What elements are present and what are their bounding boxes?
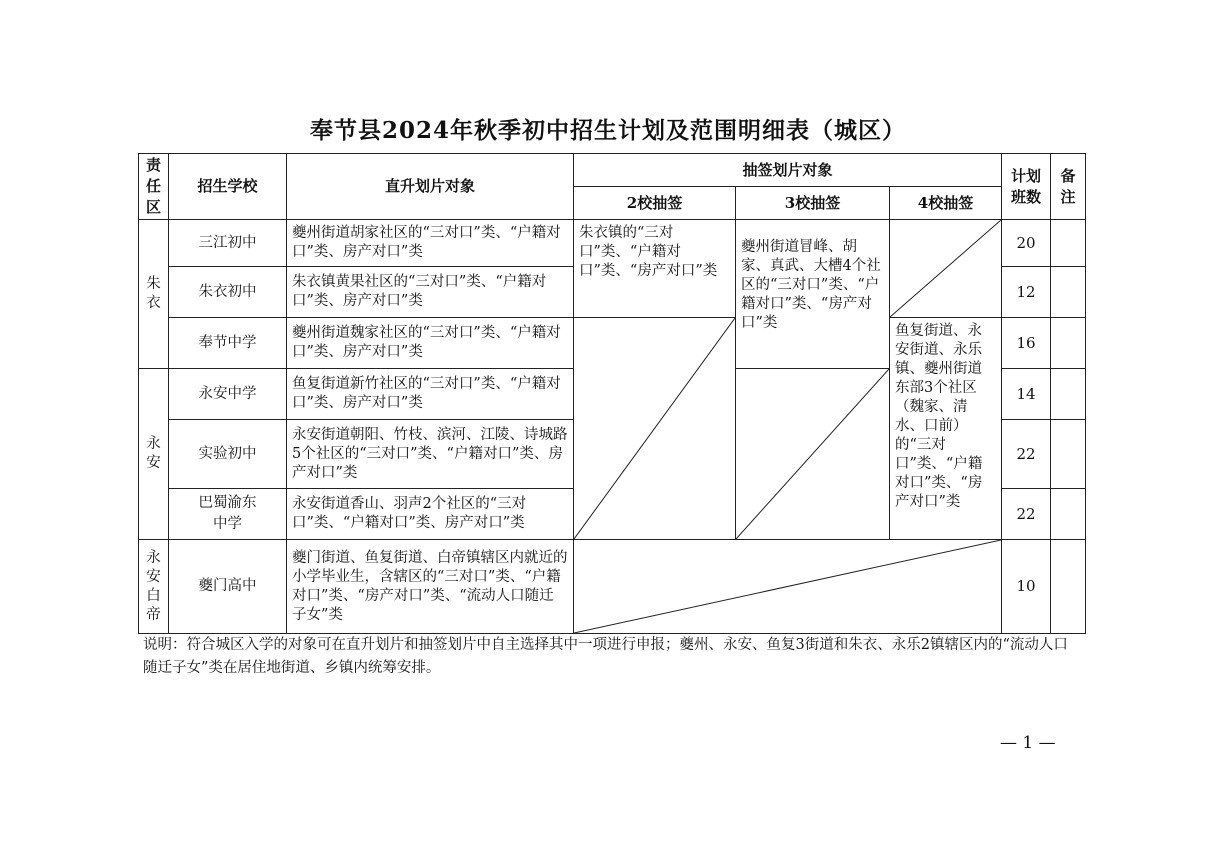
- lot2-scope: 朱衣镇的“三对口”类、“户籍对口”类、“房产对口”类: [574, 220, 736, 318]
- table-row: [139, 540, 1086, 634]
- header-lot4: 4校抽签: [890, 187, 1002, 220]
- header-classes: 计划 班数: [1002, 154, 1051, 220]
- school-name: 永安中学: [169, 369, 287, 420]
- enrollment-table: [138, 153, 1086, 634]
- lot4-empty-cell: [890, 220, 1002, 318]
- direct-scope: 鱼复街道新竹社区的“三对口”类、“户籍对口”类、房产对口”类: [287, 369, 574, 420]
- zone-yongan-baidi: 永 安 白 帝: [139, 540, 169, 634]
- remark-cell: [1051, 369, 1086, 420]
- direct-scope: 朱衣镇黄果社区的“三对口”类、“户籍对口”类、房产对口”类: [287, 267, 574, 318]
- lottery-empty-cell: [574, 540, 1002, 634]
- remark-cell: [1051, 420, 1086, 489]
- school-name: 三江初中: [169, 220, 287, 267]
- header-zone: 责 任 区: [139, 154, 169, 220]
- diagonal-slash: [574, 318, 735, 539]
- direct-scope: 永安街道朝阳、竹枝、滨河、江陵、诗城路5个社区的“三对口”类、“户籍对口”类、房产对口”类: [287, 420, 574, 489]
- class-count: 22: [1002, 489, 1051, 540]
- lot3-scope: 夔州街道冒峰、胡家、真武、大槽4个社区的“三对口”类、“户籍对口”类、“房产对口”类: [736, 220, 890, 369]
- lot4-scope: 鱼复街道、永安街道、永乐镇、夔州街道东部3个社区（魏家、清水、口前）的“三对口”类、“户籍对口”类、“房产对口”类: [890, 318, 1002, 540]
- diagonal-slash: [574, 540, 1001, 633]
- diagonal-slash: [736, 369, 889, 539]
- school-name: 实验初中: [169, 420, 287, 489]
- header-school: 招生学校: [169, 154, 287, 220]
- direct-scope: 永安街道香山、羽声2个社区的“三对口”类、“户籍对口”类、房产对口”类: [287, 489, 574, 540]
- direct-scope: 夔门街道、鱼复街道、白帝镇辖区内就近的小学毕业生，含辖区的“三对口”类、“户籍对口”类、“房产对口”类、“流动人口随迁子女”类: [287, 540, 574, 634]
- class-count: 12: [1002, 267, 1051, 318]
- page-number: — 1 —: [1000, 733, 1056, 753]
- zone-zhuyi: 朱 衣: [139, 220, 169, 369]
- header-lot2: 2校抽签: [574, 187, 736, 220]
- header-direct: 直升划片对象: [287, 154, 574, 220]
- table-row: [139, 318, 1086, 369]
- page-title: 奉节县2024年秋季初中招生计划及范围明细表（城区）: [309, 117, 906, 144]
- lot3-empty-cell: [736, 369, 890, 540]
- zone-yongan: 永 安: [139, 369, 169, 540]
- header-remark: 备 注: [1051, 154, 1086, 220]
- direct-scope: 夔州街道胡家社区的“三对口”类、“户籍对口”类、房产对口”类: [287, 220, 574, 267]
- remark-cell: [1051, 489, 1086, 540]
- header-lottery: 抽签划片对象: [574, 154, 1002, 187]
- diagonal-slash: [890, 220, 1001, 317]
- school-name: 朱衣初中: [169, 267, 287, 318]
- direct-scope: 夔州街道魏家社区的“三对口”类、“户籍对口”类、房产对口”类: [287, 318, 574, 369]
- remark-cell: [1051, 267, 1086, 318]
- class-count: 20: [1002, 220, 1051, 267]
- remark-cell: [1051, 318, 1086, 369]
- class-count: 10: [1002, 540, 1051, 634]
- class-count: 22: [1002, 420, 1051, 489]
- table-row: [139, 220, 1086, 267]
- remark-cell: [1051, 220, 1086, 267]
- class-count: 14: [1002, 369, 1051, 420]
- lot2-empty-cell: [574, 318, 736, 540]
- class-count: 16: [1002, 318, 1051, 369]
- school-name: 巴蜀渝东 中学: [169, 489, 287, 540]
- school-name: 奉节中学: [169, 318, 287, 369]
- school-name: 夔门高中: [169, 540, 287, 634]
- remark-cell: [1051, 540, 1086, 634]
- header-lot3: 3校抽签: [736, 187, 890, 220]
- footnote: 说明：符合城区入学的对象可在直升划片和抽签划片中自主选择其中一项进行申报；夔州、永安、鱼复3街道和朱衣、永乐2镇辖区内的“流动人口随迁子女”类在居住地街道、乡镇内统筹安排。: [143, 637, 1068, 676]
